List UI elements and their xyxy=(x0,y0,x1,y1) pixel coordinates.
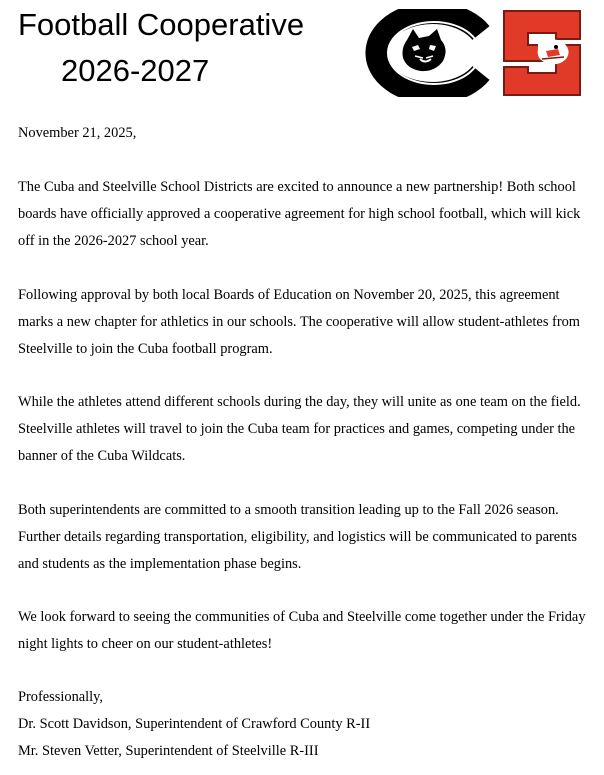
letter-closing: Professionally, xyxy=(18,689,104,705)
signature-vetter: Mr. Steven Vetter, Superintendent of Steelville R-III xyxy=(18,743,319,759)
title-line-2: 2026-2027 xyxy=(61,53,210,88)
paragraph-community: We look forward to seeing the communities of Cuba and Steelville come together under the Friday night lights to cheer on our student-athletes! xyxy=(18,609,586,652)
paragraph-transition: Both superintendents are committed to a smooth transition leading up to the Fall 2026 season. Further details regarding transportation, eligibility, and logistics will be communicated to parents and students as the implementation phase begins. xyxy=(18,502,577,572)
paragraph-announcement: The Cuba and Steelville School Districts are excited to announce a new partnership! Both school boards have officially approved a cooperative agreement for high school football, which will kick off in the 2026-2027 school year. xyxy=(18,179,581,249)
paragraph-team-unity: While the athletes attend different schools during the day, they will unite as one team on the field. Steelville athletes will travel to join the Cuba team for practices and games, competing under the banner of the Cuba Wildcats. xyxy=(18,394,581,464)
cuba-wildcats-logo xyxy=(363,9,493,97)
title-line-1: Football Cooperative xyxy=(18,7,305,42)
wildcat-head-icon xyxy=(403,29,446,71)
steelville-logo xyxy=(502,9,582,97)
dragon-head-icon xyxy=(538,39,569,64)
signature-davidson: Dr. Scott Davidson, Superintendent of Crawford County R-II xyxy=(18,716,371,732)
letter-date: November 21, 2025, xyxy=(18,125,137,141)
paragraph-approval: Following approval by both local Boards of Education on November 20, 2025, this agreement marks a new chapter for athletics in our schools. The cooperative will allow student-athletes from Steelville to join the Cuba football program. xyxy=(18,287,580,357)
